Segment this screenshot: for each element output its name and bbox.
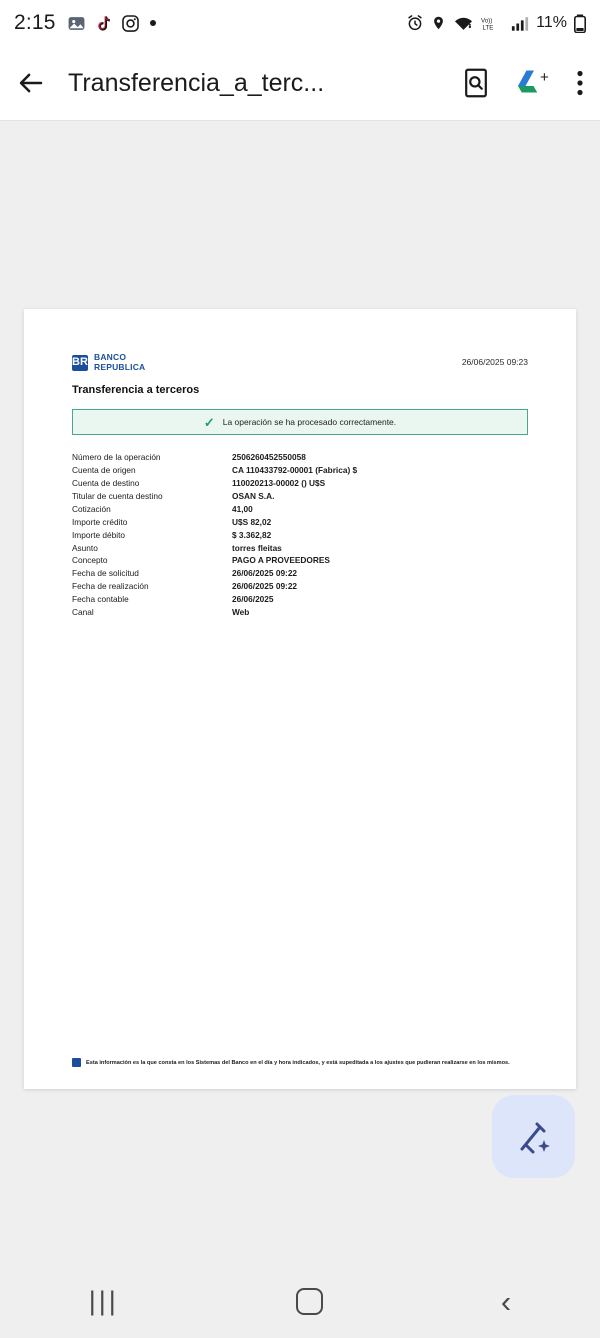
bank-logo-mark-text: BR — [72, 356, 88, 369]
bank-logo-text — [94, 353, 145, 372]
dot-indicator-icon — [149, 19, 157, 27]
table-row — [72, 580, 528, 593]
back-arrow-icon[interactable] — [16, 68, 46, 98]
table-row — [72, 490, 528, 503]
svg-text:+: + — [540, 69, 549, 86]
bank-logo-line1: BANCO — [94, 352, 127, 362]
status-notification-icons — [67, 14, 157, 33]
field-value: 110020213-00002 () U$S — [232, 478, 326, 489]
operation-details-table — [72, 451, 528, 618]
field-label: Cotización — [72, 503, 111, 514]
table-row — [72, 515, 528, 528]
nav-home-button[interactable] — [296, 1288, 323, 1315]
field-value: CA 110433792-00001 (Fabrica) $ — [232, 465, 358, 476]
table-row — [72, 567, 528, 580]
table-row — [72, 464, 528, 477]
field-value: OSAN S.A. — [232, 491, 275, 502]
wifi-icon — [453, 15, 474, 32]
field-value: torres fleitas — [232, 542, 282, 553]
field-value: 26/06/2025 — [232, 594, 274, 605]
bank-logo-line2: REPUBLICA — [94, 361, 146, 372]
field-label: Titular de cuenta destino — [72, 491, 163, 502]
field-value: PAGO A PROVEEDORES — [232, 555, 330, 566]
field-label: Importe débito — [72, 529, 126, 540]
success-alert-text: La operación se ha procesado correctamente. — [222, 417, 397, 428]
table-row — [72, 503, 528, 516]
document-footnote — [72, 1058, 528, 1067]
instagram-icon — [121, 14, 140, 33]
field-label: Fecha de solicitud — [72, 568, 139, 579]
field-label: Fecha de realización — [72, 581, 149, 592]
field-value: $ 3.362,82 — [232, 529, 272, 540]
bank-footnote-icon — [72, 1058, 81, 1067]
success-alert — [72, 409, 528, 435]
status-clock: 2:15 — [14, 11, 56, 34]
field-label: Número de la operación — [72, 452, 161, 463]
field-label: Importe crédito — [72, 516, 128, 527]
app-bar-actions — [462, 68, 584, 98]
page-title: Transferencia_a_terc... — [68, 68, 325, 97]
field-label: Concepto — [72, 555, 108, 566]
field-value: 26/06/2025 09:22 — [232, 581, 298, 592]
field-value: 41,00 — [232, 503, 253, 514]
signal-icon — [511, 15, 529, 32]
table-row — [72, 541, 528, 554]
location-icon — [431, 14, 446, 32]
app-bar — [0, 46, 600, 121]
field-label: Cuenta de origen — [72, 465, 136, 476]
field-label: Canal — [72, 606, 94, 617]
bank-logo — [72, 353, 145, 372]
table-row — [72, 554, 528, 567]
field-value: 26/06/2025 09:22 — [232, 568, 298, 579]
status-system-icons — [406, 14, 586, 33]
table-row — [72, 477, 528, 490]
photos-icon — [67, 14, 86, 33]
table-row — [72, 606, 528, 619]
magic-edit-fab[interactable] — [492, 1095, 575, 1178]
alarm-icon — [406, 14, 424, 32]
table-row — [72, 528, 528, 541]
more-options-icon[interactable] — [576, 69, 584, 97]
field-value: 2506260452550058 — [232, 452, 306, 463]
magic-edit-icon — [513, 1116, 555, 1158]
field-label: Asunto — [72, 542, 98, 553]
field-value: Web — [232, 606, 250, 617]
table-row — [72, 451, 528, 464]
document-timestamp: 26/06/2025 09:23 — [461, 357, 528, 367]
nav-back-button[interactable]: ‹ — [500, 1284, 512, 1319]
document-header — [72, 353, 528, 372]
success-check-icon: ✓ — [203, 414, 215, 430]
document-footnote-text: Esta información es la que consta en los Sistemas del Banco en el día y hora indicados, y está supeditada a los ajustes que pudieran realizarse en los mismos. — [86, 1059, 510, 1066]
battery-percent: 11% — [536, 14, 567, 31]
svg-text:LTE: LTE — [482, 24, 494, 32]
field-value: U$S 82,02 — [232, 516, 272, 527]
save-to-drive-icon[interactable] — [516, 68, 550, 98]
svg-text:Vo)): Vo)) — [481, 17, 493, 25]
volte-icon — [481, 15, 504, 32]
status-bar — [0, 0, 600, 46]
document-title: Transferencia a terceros — [72, 384, 200, 397]
system-nav-bar — [0, 1265, 600, 1338]
field-label: Fecha contable — [72, 594, 129, 605]
document-page — [24, 309, 576, 1089]
field-label: Cuenta de destino — [72, 478, 140, 489]
battery-low-icon — [574, 14, 586, 33]
tiktok-icon — [95, 14, 112, 33]
bank-logo-mark — [72, 355, 88, 371]
table-row — [72, 593, 528, 606]
document-viewer[interactable] — [0, 121, 600, 1265]
nav-recents-button[interactable]: ||| — [88, 1286, 119, 1316]
search-document-icon[interactable] — [462, 68, 490, 98]
